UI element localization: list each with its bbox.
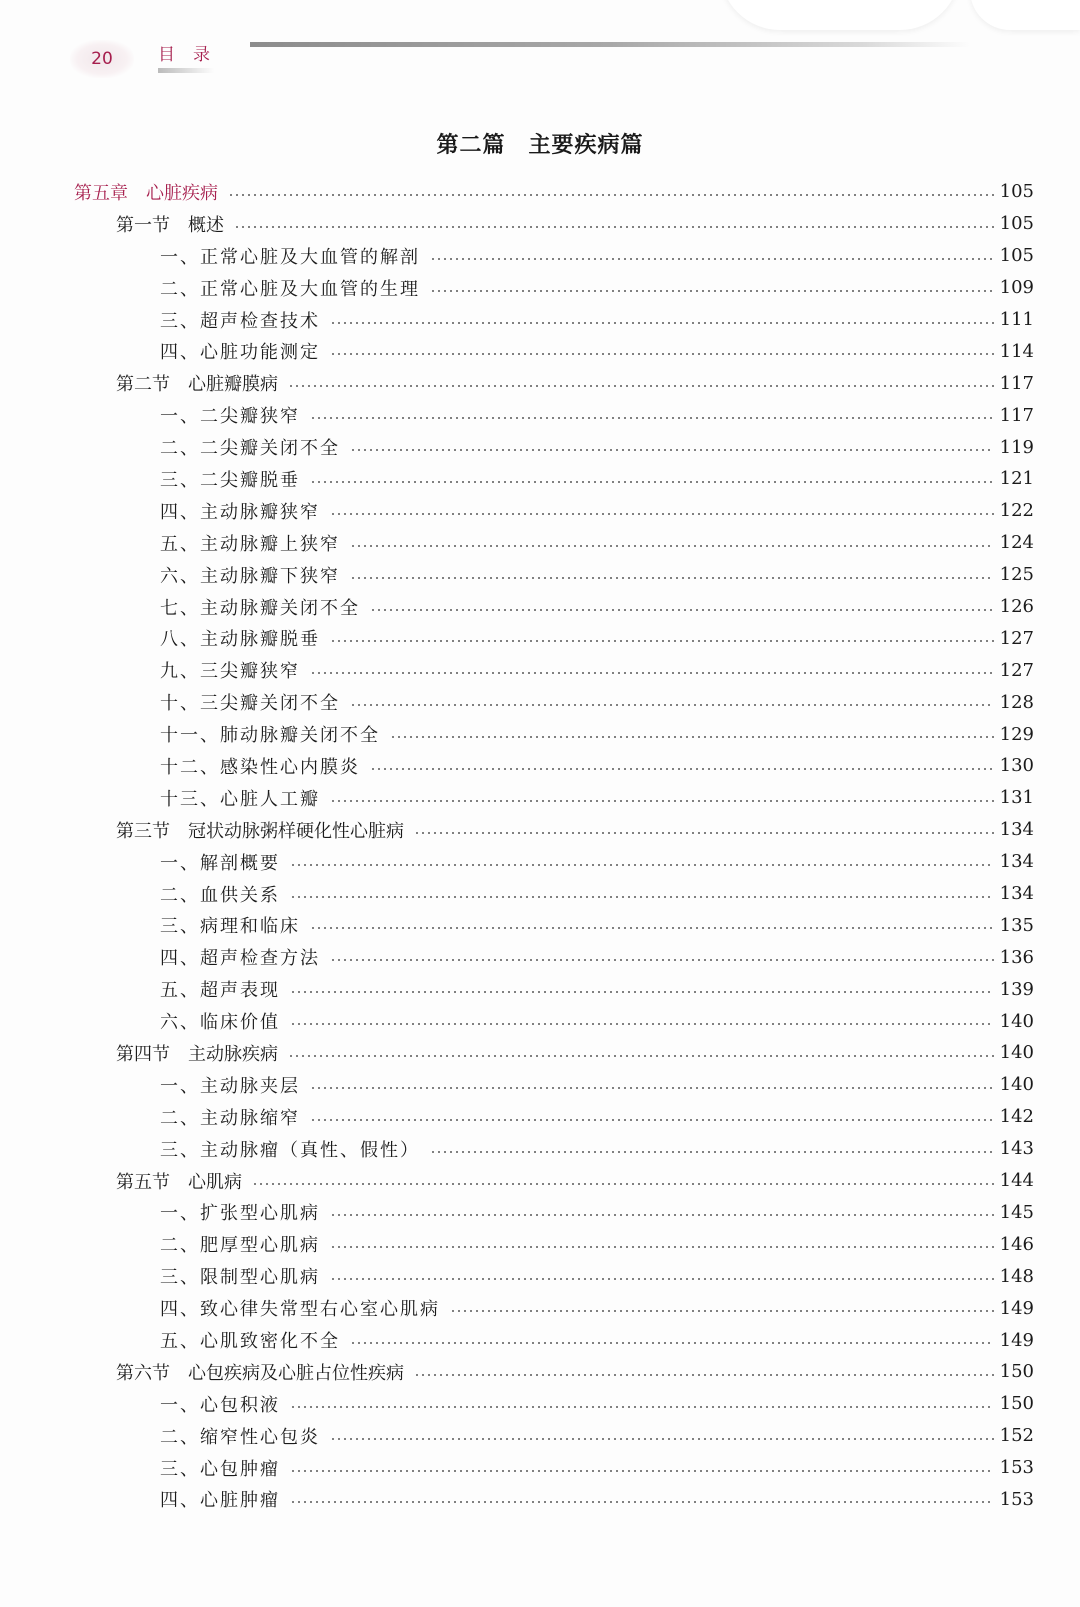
dot-leader [330, 959, 994, 961]
toc-entry-title: 十三、心脏人工瓣 [160, 788, 320, 810]
toc-entry-title: 四、心脏功能测定 [160, 342, 320, 364]
toc-entry-title: 三、心包肿瘤 [160, 1458, 280, 1480]
toc-entry-item[interactable] [74, 750, 1034, 782]
toc-entry-item[interactable] [74, 654, 1034, 686]
dot-leader [310, 672, 994, 674]
toc-entry-title: 六、临床价值 [160, 1012, 280, 1034]
toc-entry-section[interactable] [74, 208, 1034, 240]
toc-entry-page: 125 [999, 564, 1034, 586]
dot-leader [330, 353, 994, 355]
dot-leader [350, 545, 994, 547]
dot-leader [290, 1406, 994, 1408]
toc-entry-title: 二、缩窄性心包炎 [160, 1426, 320, 1448]
toc-entry-item[interactable] [74, 1484, 1034, 1516]
toc-entry-page: 140 [999, 1042, 1034, 1064]
toc-entry-item[interactable] [74, 622, 1034, 654]
toc-entry-page: 153 [999, 1488, 1034, 1510]
toc-entry-item[interactable] [74, 559, 1034, 591]
toc-entry-item[interactable] [74, 973, 1034, 1005]
toc-entry-page: 124 [999, 532, 1034, 554]
toc-entry-section[interactable] [74, 367, 1034, 399]
toc-entry-page: 117 [999, 372, 1034, 394]
toc-entry-title: 四、心脏肿瘤 [160, 1490, 280, 1512]
toc-entry-title: 六、主动脉瓣下狭窄 [160, 565, 340, 587]
toc-entry-page: 145 [999, 1201, 1034, 1223]
toc-entry-page: 152 [999, 1425, 1034, 1447]
toc-entry-section[interactable] [74, 814, 1034, 846]
toc-entry-title: 五、心肌致密化不全 [160, 1331, 340, 1352]
toc-entry-item[interactable] [74, 782, 1034, 814]
dot-leader [290, 864, 994, 866]
toc-entry-item[interactable] [74, 878, 1034, 910]
toc-entry-item[interactable] [74, 909, 1034, 941]
toc-entry-title: 第四节 主动脉疾病 [116, 1043, 278, 1065]
toc-entry-item[interactable] [74, 272, 1034, 304]
toc-entry-item[interactable] [74, 1388, 1034, 1420]
dot-leader [290, 1023, 994, 1025]
toc-entry-page: 150 [999, 1361, 1034, 1383]
toc-entry-title: 一、正常心脏及大血管的解剖 [160, 246, 420, 268]
page-corner-decoration [720, 0, 960, 30]
page-number: 20 [70, 40, 134, 78]
toc-entry-page: 135 [999, 914, 1034, 936]
toc-entry-section[interactable] [74, 1165, 1034, 1197]
toc-entry-page: 130 [999, 755, 1034, 777]
toc-entry-item[interactable] [74, 686, 1034, 718]
toc-entry-page: 105 [999, 213, 1034, 235]
toc-entry-item[interactable] [74, 591, 1034, 623]
toc-entry-title: 三、二尖瓣脱垂 [160, 469, 300, 491]
toc-entry-title: 三、超声检查技术 [160, 310, 320, 332]
toc-entry-item[interactable] [74, 399, 1034, 431]
toc-entry-title: 一、二尖瓣狭窄 [160, 406, 300, 428]
toc-entry-title: 七、主动脉瓣关闭不全 [160, 597, 360, 619]
toc-entry-page: 109 [999, 277, 1034, 299]
page-corner-decoration-right [970, 0, 1080, 30]
dot-leader [414, 832, 994, 834]
toc-entry-page: 105 [999, 181, 1034, 203]
toc-entry-title: 二、主动脉缩窄 [160, 1107, 300, 1129]
toc-entry-page: 149 [999, 1297, 1034, 1319]
toc-entry-title: 三、病理和临床 [160, 916, 300, 938]
running-header [70, 34, 1070, 84]
toc-entry-page: 134 [999, 883, 1034, 905]
dot-leader [330, 1214, 994, 1216]
dot-leader [430, 258, 994, 260]
toc-entry-title: 九、三尖瓣狭窄 [160, 661, 300, 683]
header-sub-rule [158, 68, 214, 73]
dot-leader [290, 991, 994, 993]
toc-entry-page: 105 [999, 245, 1034, 267]
header-title: 目录 [158, 45, 228, 65]
dot-leader [330, 640, 994, 642]
toc-entry-title: 十一、肺动脉瓣关闭不全 [160, 725, 380, 747]
toc-entry-title: 三、主动脉瘤（真性、假性） [160, 1139, 420, 1161]
toc-entry-page: 119 [999, 436, 1034, 458]
toc-entry-page: 146 [999, 1233, 1034, 1255]
toc-entry-page: 127 [999, 627, 1034, 649]
toc-entry-item[interactable] [74, 527, 1034, 559]
dot-leader [350, 449, 994, 451]
toc-entry-title: 第六节 心包疾病及心脏占位性疾病 [116, 1362, 404, 1384]
toc-entry-item[interactable] [74, 304, 1034, 336]
toc-entry-page: 127 [999, 659, 1034, 681]
toc-entry-page: 150 [999, 1393, 1034, 1415]
dot-leader [290, 1470, 994, 1472]
dot-leader [330, 1438, 994, 1440]
toc-entry-title: 一、心包积液 [160, 1394, 280, 1416]
toc-entry-item[interactable] [74, 1324, 1034, 1356]
toc-entry-title: 第五章 心脏疾病 [74, 182, 218, 204]
toc-entry-title: 五、超声表现 [160, 980, 280, 1002]
toc-entry-section[interactable] [74, 1037, 1034, 1069]
dot-leader [234, 226, 994, 228]
part-title: 第二篇 主要疾病篇 [436, 133, 644, 158]
dot-leader [450, 1310, 994, 1312]
toc-entry-title: 第一节 概述 [116, 214, 224, 236]
toc-entry-item[interactable] [74, 941, 1034, 973]
toc-entry-page: 139 [999, 978, 1034, 1000]
toc-entry-page: 122 [999, 500, 1034, 522]
toc-entry-page: 134 [999, 819, 1034, 841]
toc-entry-item[interactable] [74, 335, 1034, 367]
dot-leader [288, 1055, 994, 1057]
toc-entry-page: 142 [999, 1106, 1034, 1128]
toc-entry-item[interactable] [74, 718, 1034, 750]
dot-leader [288, 385, 994, 387]
toc-entry-item[interactable] [74, 1292, 1034, 1324]
toc-entry-page: 153 [999, 1457, 1034, 1479]
dot-leader [330, 800, 994, 802]
toc-entry-title: 一、扩张型心肌病 [160, 1203, 320, 1225]
toc-entry-item[interactable] [74, 463, 1034, 495]
dot-leader [290, 1501, 994, 1503]
table-of-contents [74, 176, 1034, 1515]
toc-entry-page: 148 [999, 1265, 1034, 1287]
toc-entry-title: 二、正常心脏及大血管的生理 [160, 278, 420, 300]
dot-leader [350, 577, 994, 579]
toc-entry-title: 二、肥厚型心肌病 [160, 1235, 320, 1257]
toc-entry-item[interactable] [74, 1420, 1034, 1452]
toc-entry-title: 一、解剖概要 [160, 852, 280, 874]
toc-entry-page: 126 [999, 596, 1034, 618]
toc-entry-title: 十、三尖瓣关闭不全 [160, 693, 340, 715]
dot-leader [310, 1119, 994, 1121]
toc-entry-item[interactable] [74, 240, 1034, 272]
toc-entry-item[interactable] [74, 1133, 1034, 1165]
toc-entry-item[interactable] [74, 1005, 1034, 1037]
toc-entry-item[interactable] [74, 846, 1034, 878]
toc-entry-page: 129 [999, 723, 1034, 745]
toc-entry-item[interactable] [74, 431, 1034, 463]
dot-leader [350, 704, 994, 706]
toc-entry-page: 131 [999, 787, 1034, 809]
dot-leader [228, 194, 994, 196]
toc-entry-page: 134 [999, 851, 1034, 873]
toc-entry-page: 140 [999, 1010, 1034, 1032]
toc-entry-title: 二、二尖瓣关闭不全 [160, 438, 340, 460]
toc-entry-page: 111 [999, 309, 1034, 330]
toc-entry-page: 143 [999, 1138, 1034, 1160]
toc-entry-page: 121 [999, 468, 1034, 490]
dot-leader [310, 481, 994, 483]
toc-entry-page: 136 [999, 946, 1034, 968]
toc-entry-item[interactable] [74, 1260, 1034, 1292]
toc-entry-item[interactable] [74, 1069, 1034, 1101]
toc-entry-section[interactable] [74, 1356, 1034, 1388]
toc-entry-title: 二、血供关系 [160, 884, 280, 906]
dot-leader [390, 736, 994, 738]
toc-entry-title: 四、致心律失常型右心室心肌病 [160, 1299, 440, 1321]
dot-leader [430, 290, 994, 292]
toc-entry-title: 第五节 心肌病 [116, 1171, 242, 1193]
toc-entry-page: 128 [999, 691, 1034, 713]
toc-entry-page: 144 [999, 1170, 1034, 1192]
toc-entry-title: 一、主动脉夹层 [160, 1075, 300, 1097]
toc-entry-title: 十二、感染性心内膜炎 [160, 756, 360, 778]
toc-entry-item[interactable] [74, 1197, 1034, 1229]
dot-leader [350, 1342, 994, 1344]
dot-leader [290, 896, 994, 898]
dot-leader [252, 1183, 994, 1185]
dot-leader [430, 1151, 994, 1153]
toc-entry-page: 140 [999, 1074, 1034, 1096]
toc-entry-title: 五、主动脉瓣上狭窄 [160, 533, 340, 555]
dot-leader [330, 1246, 994, 1248]
dot-leader [370, 768, 994, 770]
toc-entry-title: 四、主动脉瓣狭窄 [160, 501, 320, 523]
toc-entry-page: 117 [999, 404, 1034, 426]
toc-entry-title: 三、限制型心肌病 [160, 1267, 320, 1289]
toc-entry-item[interactable] [74, 1101, 1034, 1133]
dot-leader [330, 1278, 994, 1280]
toc-entry-item[interactable] [74, 1452, 1034, 1484]
toc-entry-item[interactable] [74, 1228, 1034, 1260]
toc-entry-title: 第三节 冠状动脉粥样硬化性心脏病 [116, 820, 404, 842]
toc-entry-item[interactable] [74, 495, 1034, 527]
dot-leader [330, 322, 994, 324]
toc-entry-page: 149 [999, 1329, 1034, 1351]
dot-leader [310, 1087, 994, 1089]
dot-leader [370, 609, 994, 611]
header-rule [250, 42, 970, 47]
dot-leader [414, 1374, 994, 1376]
dot-leader [310, 417, 994, 419]
toc-entry-page: 114 [999, 340, 1034, 362]
toc-entry-title: 第二节 心脏瓣膜病 [116, 374, 278, 396]
toc-entry-title: 四、超声检查方法 [160, 948, 320, 970]
toc-entry-chapter[interactable] [74, 176, 1034, 208]
dot-leader [310, 927, 994, 929]
dot-leader [330, 513, 994, 515]
toc-entry-title: 八、主动脉瓣脱垂 [160, 629, 320, 651]
